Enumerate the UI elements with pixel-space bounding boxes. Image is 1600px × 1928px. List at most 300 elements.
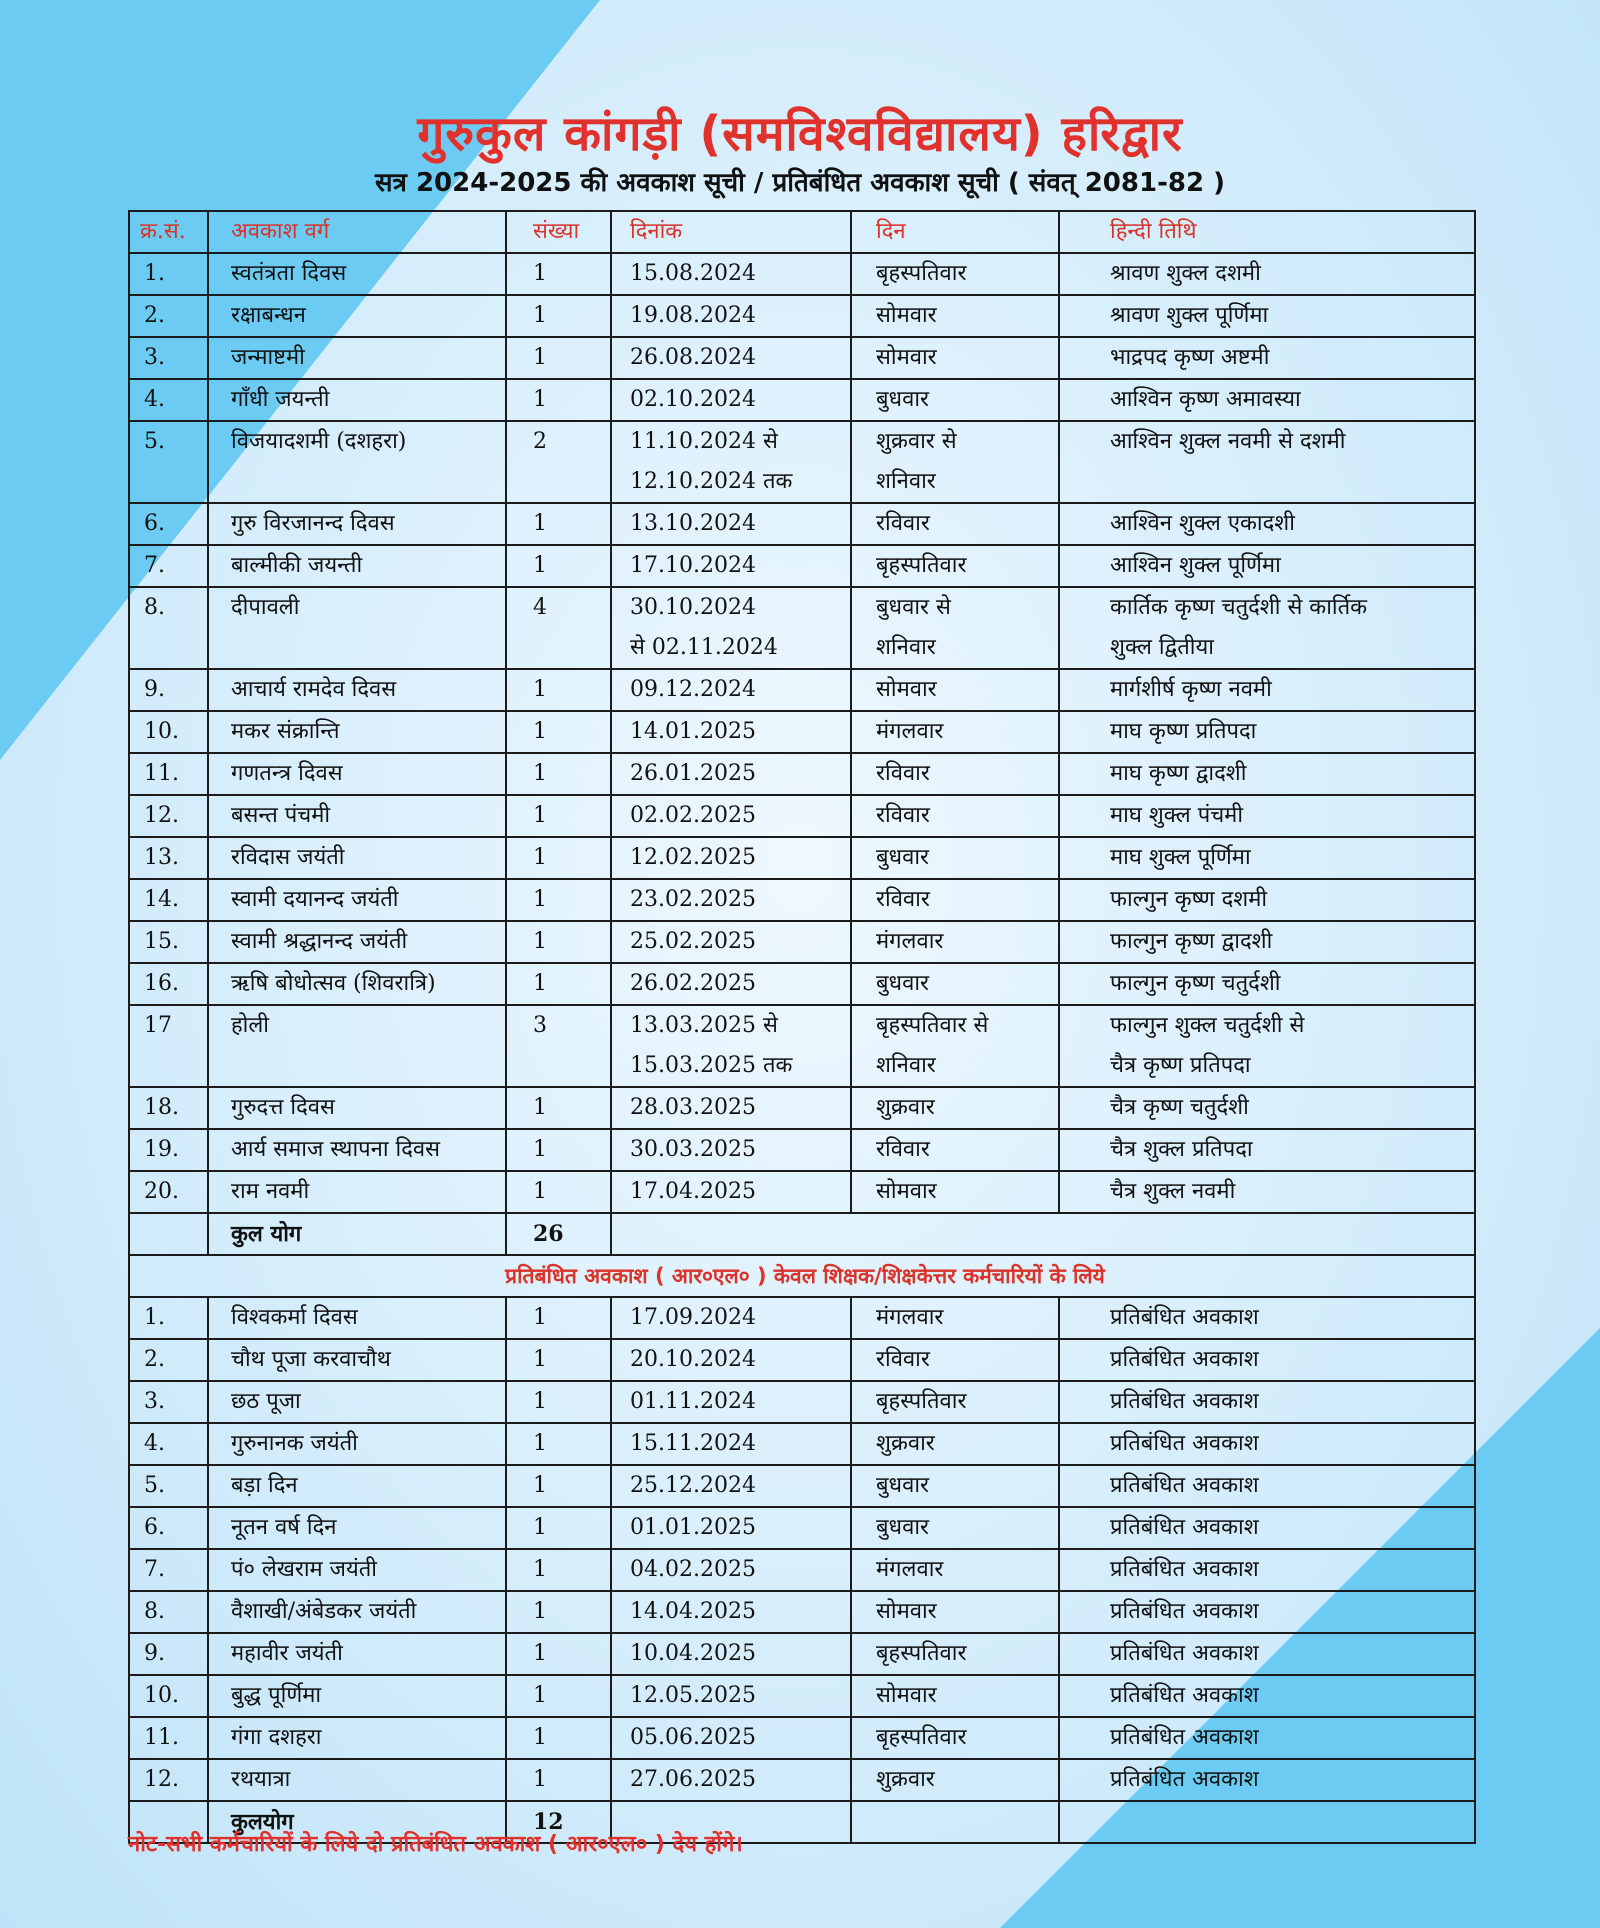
serial-cell: 4. [129, 379, 208, 421]
count-cell: 1 [506, 753, 611, 795]
date-cell-line: 14.01.2025 [630, 719, 756, 744]
serial-cell: 3. [129, 337, 208, 379]
holiday-body [129, 253, 1475, 1843]
holiday-name-cell: गुरुनानक जयंती [208, 1423, 506, 1465]
day-cell [851, 669, 1059, 711]
count-cell: 1 [506, 1171, 611, 1213]
count-cell: 1 [506, 1129, 611, 1171]
table-header-row [129, 211, 1475, 253]
day-cell: शुक्रवार [851, 1759, 1059, 1801]
tithi-cell [1059, 503, 1475, 545]
holiday-name-cell: ऋषि बोधोत्सव (शिवरात्रि) [208, 963, 506, 1005]
table-row [129, 1507, 1475, 1549]
table-row [129, 921, 1475, 963]
day-cell [851, 337, 1059, 379]
tithi-cell-line: चैत्र शुक्ल प्रतिपदा [1110, 1137, 1253, 1162]
date-cell [611, 253, 851, 295]
count-cell: 1 [506, 1549, 611, 1591]
table-row [129, 1675, 1475, 1717]
serial-cell: 5. [129, 421, 208, 503]
serial-cell: 8. [129, 1591, 208, 1633]
tithi-cell: प्रतिबंधित अवकाश [1059, 1507, 1475, 1549]
table-row [129, 1005, 1475, 1087]
day-cell-line: रविवार [876, 803, 930, 828]
date-cell-line: 19.08.2024 [630, 303, 756, 328]
page-subtitle: सत्र 2024-2025 की अवकाश सूची / प्रतिबंधित अवकाश सूची ( संवत् 2081-82 ) [374, 168, 1225, 198]
total-empty-cell [1059, 1801, 1475, 1843]
serial-cell: 4. [129, 1423, 208, 1465]
tithi-cell [1059, 295, 1475, 337]
day-cell-line: बृहस्पतिवार [876, 553, 967, 578]
date-cell [611, 421, 851, 503]
date-cell-line: 12.02.2025 [630, 845, 756, 870]
tithi-cell [1059, 711, 1475, 753]
date-cell-line: 02.10.2024 [630, 387, 756, 412]
tithi-cell: प्रतिबंधित अवकाश [1059, 1633, 1475, 1675]
tithi-cell [1059, 1171, 1475, 1213]
date-cell-line: 26.08.2024 [630, 345, 756, 370]
day-cell-line: सोमवार [876, 677, 937, 702]
tithi-cell-line: आश्विन कृष्ण अमावस्या [1110, 387, 1301, 412]
holiday-name-cell: रविदास जयंती [208, 837, 506, 879]
date-cell: 25.12.2024 [611, 1465, 851, 1507]
tithi-cell [1059, 669, 1475, 711]
day-cell-line: बुधवार से [876, 595, 951, 620]
date-cell-line: 23.02.2025 [630, 887, 756, 912]
date-cell-line: 02.02.2025 [630, 803, 756, 828]
table-row [129, 963, 1475, 1005]
total-value-cell: 26 [506, 1213, 611, 1255]
holiday-name-cell: बाल्मीकी जयन्ती [208, 545, 506, 587]
serial-cell: 20. [129, 1171, 208, 1213]
date-cell-line: 26.01.2025 [630, 761, 756, 786]
header-hindi-tithi: हिन्दी तिथि [1059, 211, 1475, 253]
count-cell: 1 [506, 253, 611, 295]
day-cell: मंगलवार [851, 1297, 1059, 1339]
restricted-heading: प्रतिबंधित अवकाश ( आर०एल० ) केवल शिक्षक/शिक्षकेत्तर कर्मचारियों के लिये [129, 1255, 1475, 1297]
date-cell: 20.10.2024 [611, 1339, 851, 1381]
tithi-cell: प्रतिबंधित अवकाश [1059, 1339, 1475, 1381]
date-cell-line: 09.12.2024 [630, 677, 756, 702]
count-cell: 1 [506, 337, 611, 379]
holiday-name-cell: होली [208, 1005, 506, 1087]
count-cell: 1 [506, 1675, 611, 1717]
holiday-name-cell: जन्माष्टमी [208, 337, 506, 379]
holiday-name-cell: गुरु विरजानन्द दिवस [208, 503, 506, 545]
tithi-cell-line: श्रावण शुक्ल दशमी [1110, 261, 1261, 286]
day-cell: बुधवार [851, 1465, 1059, 1507]
day-cell: बुधवार [851, 1507, 1059, 1549]
day-cell [851, 1129, 1059, 1171]
day-cell [851, 545, 1059, 587]
table-row [129, 753, 1475, 795]
date-cell-line: से 02.11.2024 [630, 635, 778, 660]
tithi-cell [1059, 1005, 1475, 1087]
tithi-cell-line: फाल्गुन कृष्ण दशमी [1110, 887, 1268, 912]
day-cell [851, 295, 1059, 337]
count-cell: 4 [506, 587, 611, 669]
serial-cell: 19. [129, 1129, 208, 1171]
day-cell [851, 837, 1059, 879]
serial-cell: 9. [129, 669, 208, 711]
day-cell-line: बृहस्पतिवार [876, 261, 967, 286]
day-cell: बृहस्पतिवार [851, 1381, 1059, 1423]
table-row [129, 1717, 1475, 1759]
date-cell-line: 13.10.2024 [630, 511, 756, 536]
date-cell [611, 1171, 851, 1213]
count-cell: 1 [506, 921, 611, 963]
holiday-name-cell: राम नवमी [208, 1171, 506, 1213]
day-cell [851, 379, 1059, 421]
date-cell: 15.11.2024 [611, 1423, 851, 1465]
tithi-cell: प्रतिबंधित अवकाश [1059, 1675, 1475, 1717]
holiday-name-cell: आचार्य रामदेव दिवस [208, 669, 506, 711]
date-cell [611, 963, 851, 1005]
serial-cell: 11. [129, 753, 208, 795]
tithi-cell-line: मार्गशीर्ष कृष्ण नवमी [1110, 677, 1272, 702]
count-cell: 1 [506, 963, 611, 1005]
tithi-cell: प्रतिबंधित अवकाश [1059, 1381, 1475, 1423]
serial-cell: 14. [129, 879, 208, 921]
serial-cell: 16. [129, 963, 208, 1005]
table-row [129, 1087, 1475, 1129]
table-row [129, 1759, 1475, 1801]
day-cell: सोमवार [851, 1675, 1059, 1717]
footer-note: नोट-सभी कर्मचारियों के लिये दो प्रतिबंधित अवकाश ( आर०एल० ) देय होंगे। [128, 1832, 743, 1857]
date-cell [611, 795, 851, 837]
tithi-cell-line: माघ कृष्ण द्वादशी [1110, 761, 1247, 786]
day-cell: मंगलवार [851, 1549, 1059, 1591]
serial-cell: 7. [129, 545, 208, 587]
day-cell [851, 503, 1059, 545]
date-cell [611, 1005, 851, 1087]
tithi-cell-line: माघ कृष्ण प्रतिपदा [1110, 719, 1257, 744]
day-cell: बृहस्पतिवार [851, 1633, 1059, 1675]
date-cell-line: 25.02.2025 [630, 929, 756, 954]
day-cell [851, 711, 1059, 753]
holiday-total-row [129, 1213, 1475, 1255]
date-cell-line: 11.10.2024 से [630, 429, 778, 454]
day-cell-line: बुधवार [876, 845, 930, 870]
serial-cell: 2. [129, 295, 208, 337]
holiday-name-cell: रक्षाबन्धन [208, 295, 506, 337]
tithi-cell-line: शुक्ल द्वितीया [1110, 635, 1214, 660]
day-cell-line: बृहस्पतिवार से [876, 1013, 989, 1038]
day-cell-line: शनिवार [876, 469, 936, 494]
count-cell: 1 [506, 837, 611, 879]
tithi-cell-line: माघ शुक्ल पंचमी [1110, 803, 1244, 828]
tithi-cell [1059, 421, 1475, 503]
date-cell [611, 379, 851, 421]
tithi-cell: प्रतिबंधित अवकाश [1059, 1759, 1475, 1801]
tithi-cell [1059, 587, 1475, 669]
holiday-name-cell: स्वामी दयानन्द जयंती [208, 879, 506, 921]
holiday-name-cell: बुद्ध पूर्णिमा [208, 1675, 506, 1717]
tithi-cell-line: भाद्रपद कृष्ण अष्टमी [1110, 345, 1270, 370]
date-cell [611, 753, 851, 795]
serial-cell: 8. [129, 587, 208, 669]
date-cell-line: 13.03.2025 से [630, 1013, 778, 1038]
date-cell: 01.11.2024 [611, 1381, 851, 1423]
tithi-cell [1059, 1087, 1475, 1129]
day-cell-line: रविवार [876, 761, 930, 786]
tithi-cell-line: आश्विन शुक्ल एकादशी [1110, 511, 1295, 536]
date-cell-line: 12.10.2024 तक [630, 469, 793, 494]
tithi-cell [1059, 337, 1475, 379]
count-cell: 1 [506, 1339, 611, 1381]
holiday-name-cell: नूतन वर्ष दिन [208, 1507, 506, 1549]
count-cell: 1 [506, 379, 611, 421]
tithi-cell [1059, 963, 1475, 1005]
tithi-cell-line: आश्विन शुक्ल नवमी से दशमी [1110, 429, 1346, 454]
header-day: दिन [851, 211, 1059, 253]
table-row [129, 1591, 1475, 1633]
serial-cell: 15. [129, 921, 208, 963]
table-row [129, 1297, 1475, 1339]
date-cell [611, 295, 851, 337]
day-cell [851, 1087, 1059, 1129]
table-row [129, 1549, 1475, 1591]
count-cell: 1 [506, 1087, 611, 1129]
table-row [129, 295, 1475, 337]
tithi-cell-line: फाल्गुन कृष्ण चतुर्दशी [1110, 971, 1281, 996]
count-cell: 1 [506, 669, 611, 711]
tithi-cell-line: चैत्र कृष्ण प्रतिपदा [1110, 1053, 1251, 1078]
day-cell [851, 587, 1059, 669]
date-cell-line: 30.03.2025 [630, 1137, 756, 1162]
total-blank-cell [129, 1213, 208, 1255]
holiday-name-cell: गुरुदत्त दिवस [208, 1087, 506, 1129]
table-row [129, 337, 1475, 379]
header-holiday-name: अवकाश वर्ग [208, 211, 506, 253]
total-empty-cell [851, 1801, 1059, 1843]
tithi-cell: प्रतिबंधित अवकाश [1059, 1717, 1475, 1759]
count-cell: 1 [506, 879, 611, 921]
holiday-name-cell: गाँधी जयन्ती [208, 379, 506, 421]
tithi-cell: प्रतिबंधित अवकाश [1059, 1465, 1475, 1507]
serial-cell: 12. [129, 1759, 208, 1801]
tithi-cell: प्रतिबंधित अवकाश [1059, 1423, 1475, 1465]
date-cell-line: 26.02.2025 [630, 971, 756, 996]
table-row [129, 503, 1475, 545]
date-cell [611, 1087, 851, 1129]
count-cell: 1 [506, 503, 611, 545]
date-cell: 27.06.2025 [611, 1759, 851, 1801]
date-cell: 05.06.2025 [611, 1717, 851, 1759]
day-cell-line: शनिवार [876, 1053, 936, 1078]
total-value-cell: 12 [506, 1801, 611, 1843]
date-cell-line: 17.04.2025 [630, 1179, 756, 1204]
header-count: संख्या [506, 211, 611, 253]
serial-cell: 10. [129, 1675, 208, 1717]
count-cell: 1 [506, 1381, 611, 1423]
count-cell: 3 [506, 1005, 611, 1087]
date-cell-line: 28.03.2025 [630, 1095, 756, 1120]
holiday-name-cell: विश्वकर्मा दिवस [208, 1297, 506, 1339]
tithi-cell: प्रतिबंधित अवकाश [1059, 1549, 1475, 1591]
day-cell [851, 879, 1059, 921]
holiday-name-cell: स्वतंत्रता दिवस [208, 253, 506, 295]
holiday-name-cell: छठ पूजा [208, 1381, 506, 1423]
date-cell [611, 337, 851, 379]
tithi-cell [1059, 795, 1475, 837]
total-empty-cell [611, 1213, 1475, 1255]
table-row [129, 1423, 1475, 1465]
day-cell [851, 963, 1059, 1005]
date-cell-line: 15.03.2025 तक [630, 1053, 793, 1078]
count-cell: 1 [506, 545, 611, 587]
day-cell-line: रविवार [876, 887, 930, 912]
total-label-cell: कुल योग [208, 1213, 506, 1255]
header-date: दिनांक [611, 211, 851, 253]
day-cell-line: मंगलवार [876, 929, 944, 954]
serial-cell: 6. [129, 1507, 208, 1549]
serial-cell: 7. [129, 1549, 208, 1591]
tithi-cell-line: फाल्गुन कृष्ण द्वादशी [1110, 929, 1273, 954]
tithi-cell: प्रतिबंधित अवकाश [1059, 1297, 1475, 1339]
count-cell: 1 [506, 1759, 611, 1801]
holiday-name-cell: पं० लेखराम जयंती [208, 1549, 506, 1591]
date-cell: 01.01.2025 [611, 1507, 851, 1549]
holiday-name-cell: गंगा दशहरा [208, 1717, 506, 1759]
tithi-cell-line: चैत्र शुक्ल नवमी [1110, 1179, 1236, 1204]
day-cell-line: शुक्रवार [876, 1095, 935, 1120]
holiday-name-cell: चौथ पूजा करवाचौथ [208, 1339, 506, 1381]
count-cell: 2 [506, 421, 611, 503]
count-cell: 1 [506, 795, 611, 837]
date-cell-line: 30.10.2024 [630, 595, 756, 620]
table-row [129, 1129, 1475, 1171]
tithi-cell [1059, 379, 1475, 421]
holiday-sheet [128, 210, 1474, 1844]
tithi-cell-line: फाल्गुन शुक्ल चतुर्दशी से [1110, 1013, 1305, 1038]
tithi-cell-line: श्रावण शुक्ल पूर्णिमा [1110, 303, 1269, 328]
table-row [129, 1381, 1475, 1423]
serial-cell: 6. [129, 503, 208, 545]
date-cell [611, 587, 851, 669]
day-cell-line: बुधवार [876, 971, 930, 996]
tithi-cell-line: कार्तिक कृष्ण चतुर्दशी से कार्तिक [1110, 595, 1368, 620]
table-row [129, 837, 1475, 879]
holiday-name-cell: महावीर जयंती [208, 1633, 506, 1675]
holiday-name-cell: विजयादशमी (दशहरा) [208, 421, 506, 503]
day-cell-line: रविवार [876, 511, 930, 536]
count-cell: 1 [506, 1423, 611, 1465]
date-cell: 17.09.2024 [611, 1297, 851, 1339]
table-row [129, 1633, 1475, 1675]
day-cell-line: सोमवार [876, 303, 937, 328]
count-cell: 1 [506, 1633, 611, 1675]
count-cell: 1 [506, 1507, 611, 1549]
date-cell [611, 921, 851, 963]
serial-cell: 1. [129, 253, 208, 295]
day-cell [851, 795, 1059, 837]
tithi-cell [1059, 837, 1475, 879]
holiday-name-cell: आर्य समाज स्थापना दिवस [208, 1129, 506, 1171]
holiday-name-cell: बसन्त पंचमी [208, 795, 506, 837]
table-row [129, 879, 1475, 921]
day-cell [851, 1005, 1059, 1087]
day-cell: सोमवार [851, 1591, 1059, 1633]
date-cell [611, 711, 851, 753]
table-row [129, 1339, 1475, 1381]
day-cell-line: शनिवार [876, 635, 936, 660]
day-cell [851, 753, 1059, 795]
table-row [129, 379, 1475, 421]
serial-cell: 2. [129, 1339, 208, 1381]
day-cell-line: बुधवार [876, 387, 930, 412]
day-cell-line: मंगलवार [876, 719, 944, 744]
table-row [129, 587, 1475, 669]
serial-cell: 17 [129, 1005, 208, 1087]
day-cell [851, 253, 1059, 295]
day-cell [851, 921, 1059, 963]
header-serial: क्र.सं. [129, 211, 208, 253]
date-cell [611, 503, 851, 545]
tithi-cell-line: आश्विन शुक्ल पूर्णिमा [1110, 553, 1281, 578]
serial-cell: 12. [129, 795, 208, 837]
holiday-table [128, 210, 1476, 1844]
tithi-cell: प्रतिबंधित अवकाश [1059, 1591, 1475, 1633]
count-cell: 1 [506, 711, 611, 753]
holiday-name-cell: मकर संक्रान्ति [208, 711, 506, 753]
date-cell: 12.05.2025 [611, 1675, 851, 1717]
serial-cell: 11. [129, 1717, 208, 1759]
table-row [129, 795, 1475, 837]
holiday-name-cell: रथयात्रा [208, 1759, 506, 1801]
serial-cell: 10. [129, 711, 208, 753]
holiday-name-cell: दीपावली [208, 587, 506, 669]
day-cell: बृहस्पतिवार [851, 1717, 1059, 1759]
date-cell: 14.04.2025 [611, 1591, 851, 1633]
day-cell-line: रविवार [876, 1137, 930, 1162]
tithi-cell [1059, 253, 1475, 295]
holiday-name-cell: बड़ा दिन [208, 1465, 506, 1507]
serial-cell: 18. [129, 1087, 208, 1129]
tithi-cell-line: चैत्र कृष्ण चतुर्दशी [1110, 1095, 1249, 1120]
day-cell-line: सोमवार [876, 1179, 937, 1204]
date-cell [611, 1129, 851, 1171]
date-cell [611, 669, 851, 711]
serial-cell: 9. [129, 1633, 208, 1675]
tithi-cell-line: माघ शुक्ल पूर्णिमा [1110, 845, 1251, 870]
table-row [129, 669, 1475, 711]
serial-cell: 1. [129, 1297, 208, 1339]
table-row [129, 421, 1475, 503]
date-cell-line: 15.08.2024 [630, 261, 756, 286]
count-cell: 1 [506, 1591, 611, 1633]
serial-cell: 5. [129, 1465, 208, 1507]
table-row [129, 1171, 1475, 1213]
holiday-name-cell: वैशाखी/अंबेडकर जयंती [208, 1591, 506, 1633]
serial-cell: 3. [129, 1381, 208, 1423]
count-cell: 1 [506, 1717, 611, 1759]
date-cell: 04.02.2025 [611, 1549, 851, 1591]
date-cell [611, 545, 851, 587]
table-row [129, 545, 1475, 587]
date-cell-line: 17.10.2024 [630, 553, 756, 578]
tithi-cell [1059, 753, 1475, 795]
count-cell: 1 [506, 1297, 611, 1339]
total-label-cell: कुलयोग [208, 1801, 506, 1843]
serial-cell: 13. [129, 837, 208, 879]
day-cell [851, 1171, 1059, 1213]
tithi-cell [1059, 545, 1475, 587]
day-cell: शुक्रवार [851, 1423, 1059, 1465]
table-row [129, 711, 1475, 753]
table-row [129, 253, 1475, 295]
day-cell-line: शुक्रवार से [876, 429, 957, 454]
